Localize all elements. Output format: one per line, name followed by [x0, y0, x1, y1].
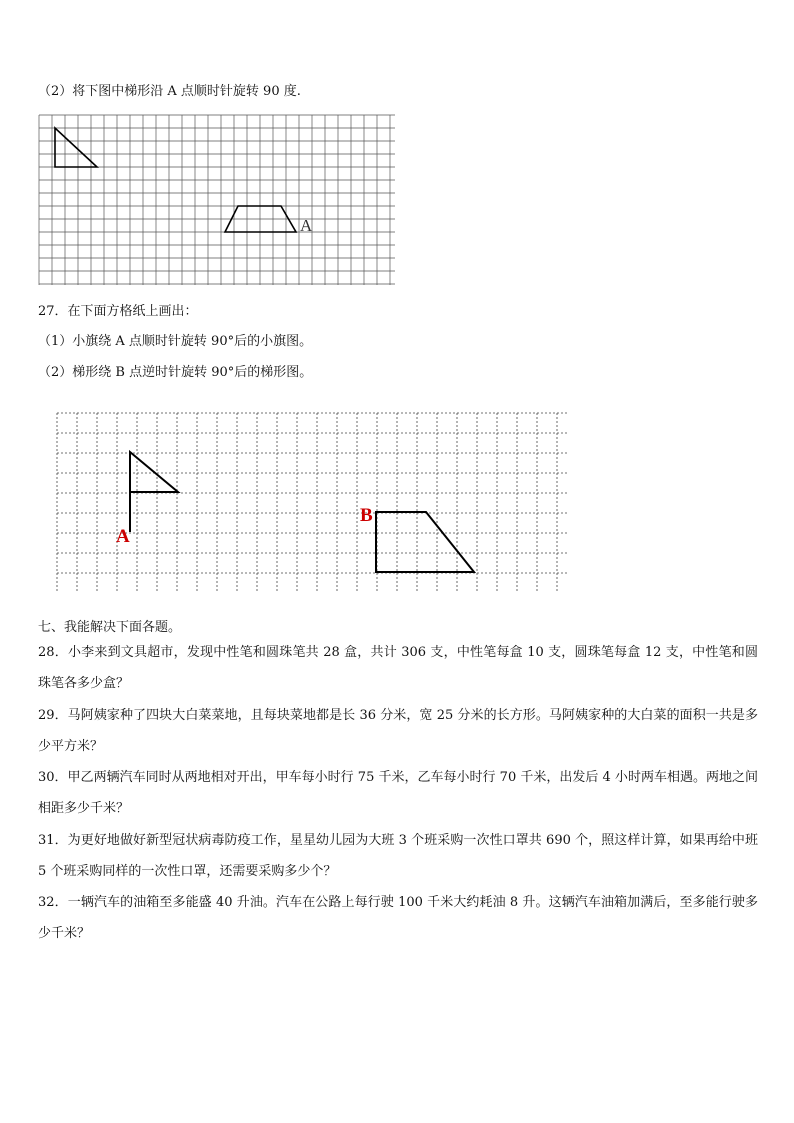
q27-part2: （2）梯形绕 B 点逆时针旋转 90°后的梯形图。	[38, 365, 313, 380]
problem-29: 29．马阿姨家种了四块大白菜菜地，且每块菜地都是长 36 分米，宽 25 分米的长方形。马阿姨家种的大白菜的面积一共是多少平方米？	[38, 708, 758, 754]
q27-grid	[57, 413, 568, 592]
problem-28: 28．小李来到文具超市，发现中性笔和圆珠笔共 28 盒，共计 306 支，中性笔每盒 10 支，圆珠笔每盒 12 支，中性笔和圆珠笔各多少盒？	[38, 645, 758, 691]
q27-title: 27．在下面方格纸上画出：	[38, 304, 198, 319]
q26-grid	[39, 115, 395, 285]
q26-part2-text: （2）将下图中梯形沿 A 点顺时针旋转 90 度.	[38, 84, 301, 99]
q26-point-a-label: A	[300, 216, 313, 235]
q27-grid-figure	[56, 412, 570, 594]
q27-part1: （1）小旗绕 A 点顺时针旋转 90°后的小旗图。	[38, 334, 313, 349]
q27-trapezoid	[376, 512, 474, 572]
q27-flag	[130, 452, 178, 532]
q27-point-a-label: A	[116, 526, 130, 547]
problem-31: 31．为更好地做好新型冠状病毒防疫工作，星星幼儿园为大班 3 个班采购一次性口罩共 690 个，照这样计算，如果再给中班 5 个班采购同样的一次性口罩，还需要采购多少个？	[38, 833, 758, 879]
q26-grid-figure	[38, 114, 400, 290]
problem-32: 32．一辆汽车的油箱至多能盛 40 升油。汽车在公路上每行驶 100 千米大约耗油 8 升。这辆汽车油箱加满后，至多能行驶多少千米？	[38, 895, 758, 941]
section7-title: 七、我能解决下面各题。	[38, 620, 182, 635]
problem-30: 30．甲乙两辆汽车同时从两地相对开出，甲车每小时行 75 千米，乙车每小时行 70 千米，出发后 4 小时两车相遇。两地之间相距多少千米？	[38, 770, 758, 816]
q27-point-b-label: B	[360, 505, 373, 526]
